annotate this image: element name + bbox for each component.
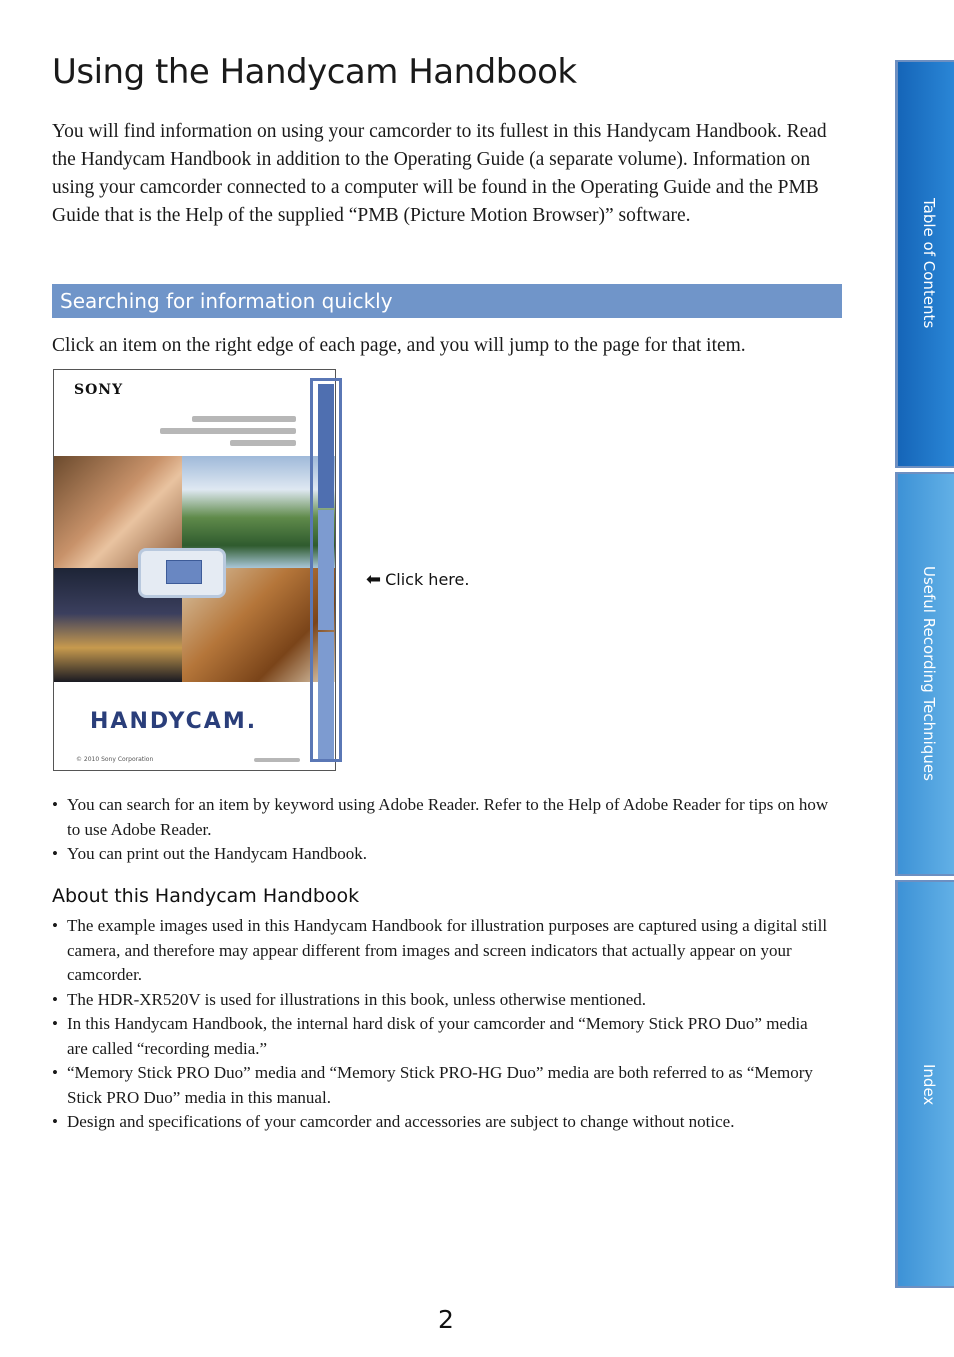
cover-title-blur bbox=[160, 428, 296, 434]
callout-text: Click here. bbox=[385, 570, 470, 589]
page-title: Using the Handycam Handbook bbox=[52, 52, 577, 92]
sidebar-tab-useful-recording-techniques[interactable] bbox=[895, 472, 954, 876]
cover-title-blur bbox=[192, 416, 296, 422]
instruction-text: Click an item on the right edge of each page, and you will jump to the page for that item. bbox=[52, 335, 746, 356]
sidebar-tab-table-of-contents[interactable] bbox=[895, 60, 954, 468]
search-tips-list bbox=[52, 793, 832, 867]
sidebar-tab-label: Table of Contents bbox=[920, 198, 938, 329]
highlight-frame bbox=[310, 378, 342, 762]
handbook-cover-figure bbox=[53, 369, 336, 771]
cover-code-blur bbox=[254, 758, 300, 762]
cover-title-blur bbox=[230, 440, 296, 446]
list-item: • You can search for an item by keyword using Adobe Reader. Refer to the Help of Adobe Reader for tips on how to use Adobe Reader. bbox=[52, 793, 832, 842]
list-item: • The example images used in this Handycam Handbook for illustration purposes are captured using a digital still camera, and therefore may appear different from images and screen indicators that actually appear on your camcorder. bbox=[52, 914, 832, 988]
list-item: • You can print out the Handycam Handbook. bbox=[52, 842, 832, 867]
click-here-callout bbox=[366, 569, 469, 590]
list-item: • The HDR-XR520V is used for illustrations in this book, unless otherwise mentioned. bbox=[52, 988, 832, 1013]
corporation-note: © 2010 Sony Corporation bbox=[76, 756, 154, 763]
about-list bbox=[52, 914, 832, 1135]
list-item: • In this Handycam Handbook, the internal hard disk of your camcorder and “Memory Stick PRO Duo” media are called “recording media.” bbox=[52, 1012, 832, 1061]
list-item: • Design and specifications of your camcorder and accessories are subject to change without notice. bbox=[52, 1110, 832, 1135]
sony-logo: SONY bbox=[74, 382, 124, 398]
page-number: 2 bbox=[438, 1305, 454, 1334]
list-item: • “Memory Stick PRO Duo” media and “Memory Stick PRO-HG Duo” media are both referred to as “Memory Stick PRO Duo” media in this manual. bbox=[52, 1061, 832, 1110]
section-heading-searching: Searching for information quickly bbox=[52, 284, 842, 318]
intro-paragraph: You will find information on using your camcorder to its fullest in this Handycam Handbook. Read the Handycam Handbook in addition to the Operating Guide (a separate volume). Information on using your camcorder connected to a computer will be found in the Operating Guide and the PMB Guide that is the Help of the supplied “PMB (Picture Motion Browser)” software. bbox=[52, 121, 827, 226]
sidebar-tab-label: Index bbox=[920, 1064, 938, 1106]
handycam-logo: HANDYCAM. bbox=[90, 709, 258, 734]
sidebar-tab-index[interactable] bbox=[895, 880, 954, 1288]
arrow-left-icon: ⬅ bbox=[366, 569, 382, 590]
about-heading: About this Handycam Handbook bbox=[52, 885, 360, 907]
sidebar-tab-label: Useful Recording Techniques bbox=[920, 566, 938, 781]
camera-icon bbox=[138, 548, 226, 598]
